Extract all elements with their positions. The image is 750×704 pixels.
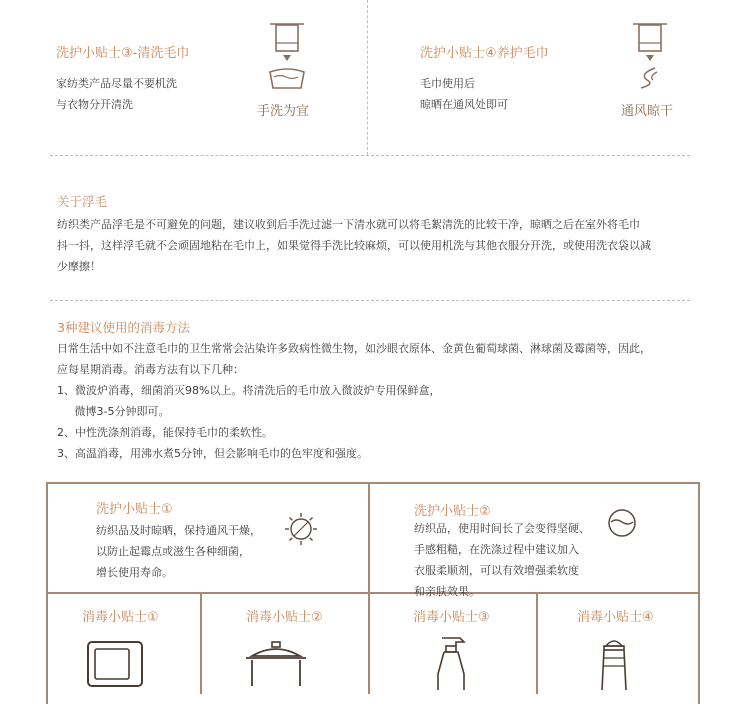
care2-title: 洗护小贴士② — [414, 504, 491, 519]
tip4-title: 洗护小贴士④养护毛巾 — [420, 46, 549, 61]
disinfect-col-divider — [368, 594, 370, 694]
disinfect-paragraph — [57, 338, 697, 464]
tip3-line: 家纺类产品尽量不要机洗 — [56, 77, 177, 90]
lint-paragraph — [57, 214, 697, 277]
tip3-title: 洗护小贴士③-清洗毛巾 — [56, 46, 190, 61]
tip4-line: 毛巾使用后 — [420, 77, 475, 90]
lint-title: 关于浮毛 — [57, 194, 108, 209]
care2-line: 衣服柔顺剂，可以有效增强柔软度 — [414, 564, 579, 577]
care-box-divider-horizontal — [48, 592, 698, 594]
lint-line: 抖一抖，这样浮毛就不会顽固地粘在毛巾上，如果觉得手洗比较麻烦，可以使用机洗与其他衣服分开洗，或使用洗衣袋以减 — [57, 239, 651, 252]
care-box-divider-vertical — [368, 484, 370, 592]
care2-text — [414, 518, 590, 602]
tip3-text — [56, 73, 177, 115]
care1-text — [96, 520, 261, 583]
sun-dry-icon — [284, 512, 318, 546]
disinfect-tip-3-label: 消毒小贴士③ — [413, 610, 490, 625]
disinfect-line: 微博3-5分钟即可。 — [57, 405, 170, 418]
disinfect-line: 应每星期消毒。消毒方法有以下几种： — [57, 363, 244, 376]
lint-line: 纺织类产品浮毛是不可避免的问题，建议收到后手洗过滤一下清水就可以将毛絮清洗的比较干净，晾晒之后在室外将毛巾 — [57, 218, 640, 231]
care1-title: 洗护小贴士① — [96, 502, 173, 517]
tip4-text — [420, 73, 508, 115]
care2-line: 和亲肤效果。 — [414, 585, 480, 598]
care2-line: 手感粗糙，在洗涤过程中建议加入 — [414, 543, 579, 556]
top-divider-horizontal — [50, 155, 690, 156]
lint-line: 少摩擦！ — [57, 260, 101, 273]
towel-handwash-icon — [262, 22, 312, 92]
disinfect-line: 日常生活中如不注意毛巾的卫生常常会沾染许多致病性微生物，如沙眼衣原体、金黄色葡萄球菌、淋球菌及霉菌等，因此， — [57, 342, 651, 355]
softener-icon — [606, 507, 638, 539]
care1-line: 以防止起霉点或滋生各种细菌， — [96, 545, 250, 558]
care2-line: 纺织品，使用时间长了会变得坚硬、 — [414, 522, 590, 535]
tip4-line: 晾晒在通风处即可 — [420, 98, 508, 111]
disinfect-tip-2-label: 消毒小贴士② — [246, 610, 323, 625]
disinfect-tip-1-label: 消毒小贴士① — [82, 610, 159, 625]
disinfect-line: 3、高温消毒，用沸水煮5分钟，但会影响毛巾的色牢度和强度。 — [57, 447, 368, 460]
disinfect-col-divider — [536, 594, 538, 694]
tip4-caption: 通风晾干 — [621, 104, 674, 119]
tip3-line: 与衣物分开清洗 — [56, 98, 133, 111]
top-divider-vertical — [367, 0, 368, 155]
tip3-caption: 手洗为宜 — [257, 104, 310, 119]
disinfect-col-divider — [200, 594, 202, 694]
care1-line: 纺织品及时晾晒，保持通风干燥， — [96, 524, 261, 537]
microwave-icon — [86, 640, 146, 690]
disinfect-title: 3种建议使用的消毒方法 — [57, 320, 190, 335]
towel-airdry-icon — [625, 22, 675, 92]
care1-line: 增长使用寿命。 — [96, 566, 173, 579]
lint-divider — [50, 300, 690, 301]
pot-icon — [244, 640, 308, 690]
disinfect-tip-4-label: 消毒小贴士④ — [577, 610, 654, 625]
disinfect-line: 2、中性洗涤剂消毒，能保持毛巾的柔软性。 — [57, 426, 273, 439]
disinfect-line: 1、微波炉消毒，细菌消灭98%以上。将清洗后的毛巾放入微波炉专用保鲜盒， — [57, 384, 441, 397]
